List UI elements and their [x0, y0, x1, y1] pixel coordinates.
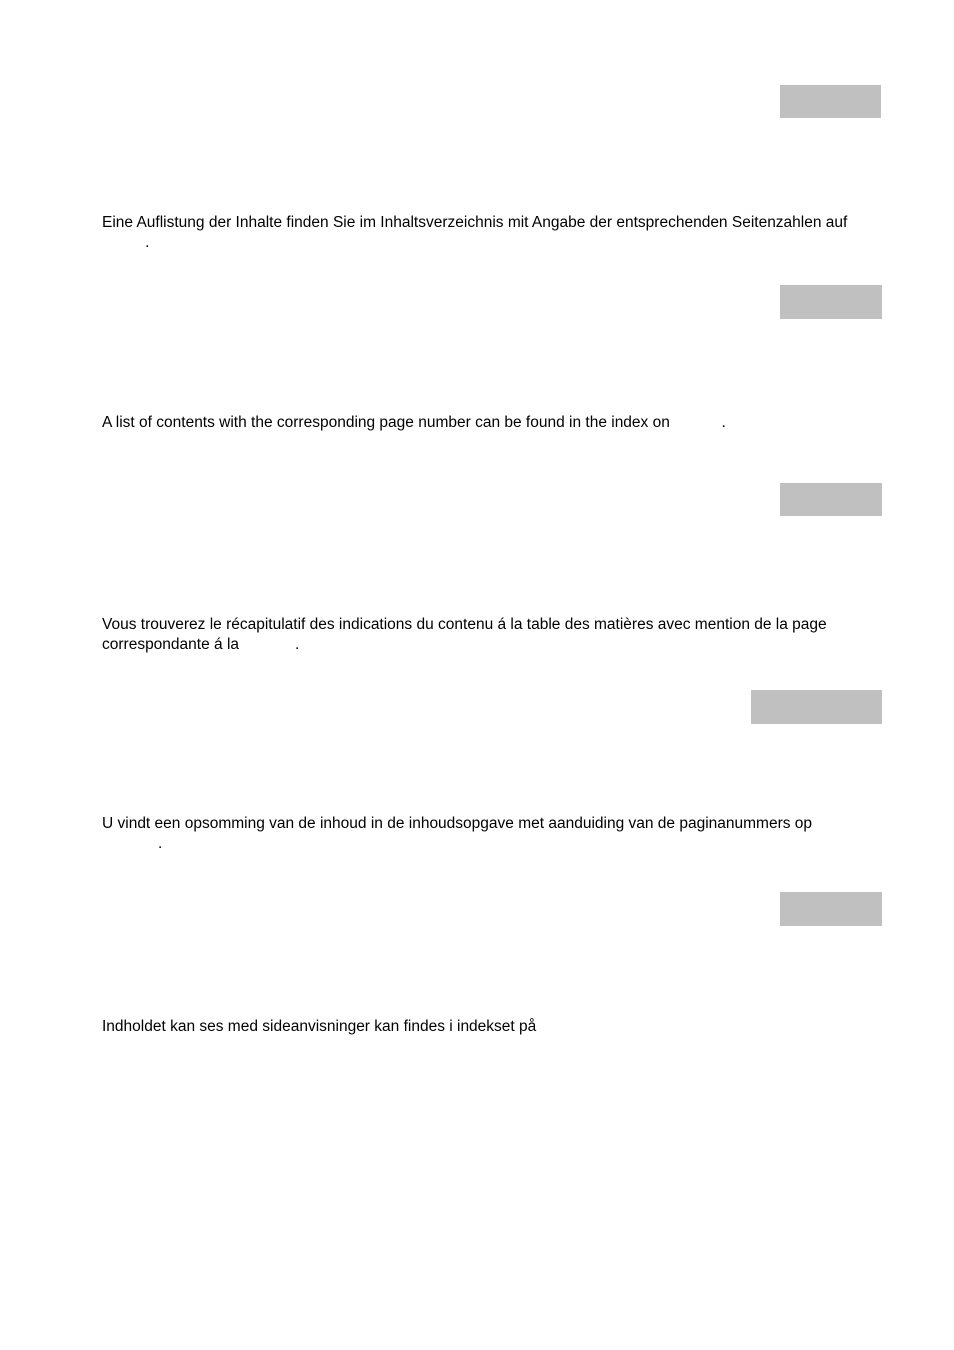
- language-tab-nl: [751, 690, 882, 724]
- language-tab-en: [780, 285, 882, 319]
- language-tab-de: [780, 85, 881, 118]
- paragraph-de: Eine Auflistung der Inhalte finden Sie im Inhaltsverzeichnis mit Angabe der entsprechenden Seitenzahlen auf .: [102, 214, 848, 251]
- paragraph-da: Indholdet kan ses med sideanvisninger kan findes i indekset på: [102, 1018, 537, 1035]
- paragraph-nl: U vindt een opsomming van de inhoud in de inhoudsopgave met aanduiding van de paginanummers op .: [102, 815, 813, 852]
- language-tab-da: [780, 892, 882, 926]
- language-tab-fr: [780, 483, 882, 516]
- paragraph-fr: Vous trouverez le récapitulatif des indications du contenu á la table des matières avec mention de la page correspondante á la .: [102, 616, 827, 653]
- paragraph-en: A list of contents with the corresponding page number can be found in the index on .: [102, 414, 726, 431]
